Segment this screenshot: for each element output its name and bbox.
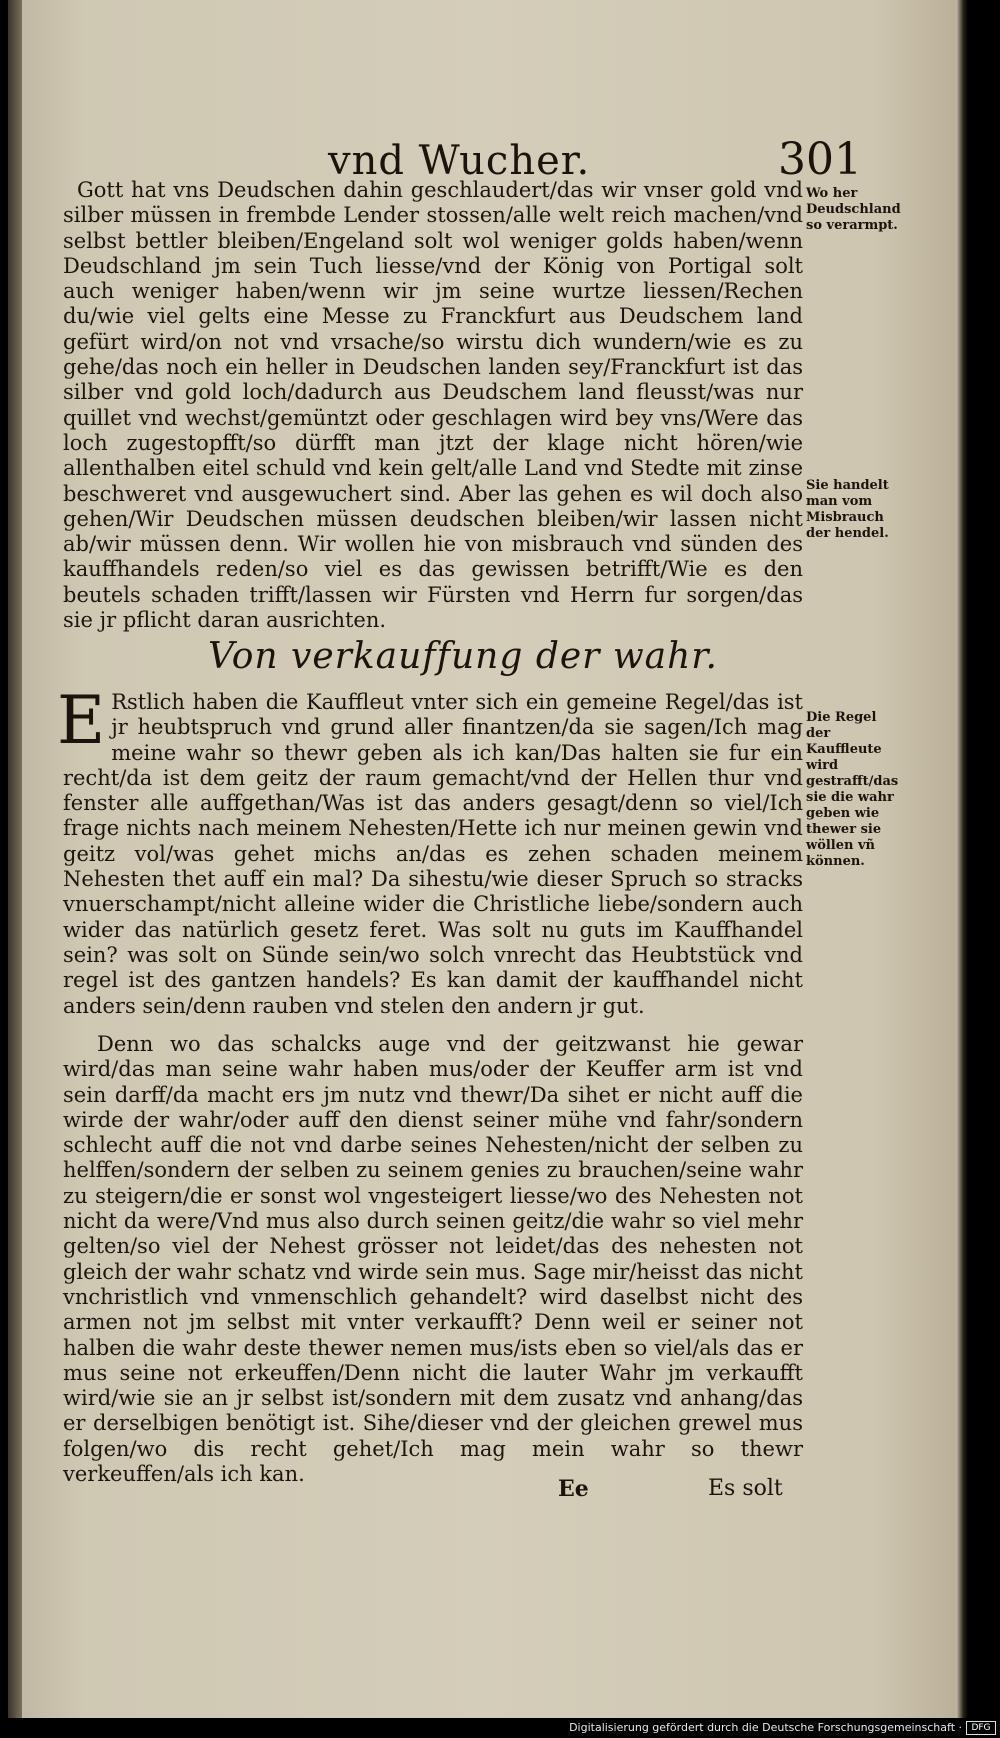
section-heading: Von verkauffung der wahr.: [208, 636, 718, 677]
catchword: Es solt: [708, 1476, 783, 1501]
book-page: [8, 0, 968, 1718]
signature-mark: Ee: [558, 1476, 589, 1502]
page-right-edge: [956, 0, 968, 1718]
funding-bar: [0, 1718, 1000, 1738]
paragraph-2-text: Rstlich haben die Kauffleut vnter sich ein gemeine Regel/das ist jr heubtspruch vnd grund aller finantzen/da sie sagen/Ich mag meine wahr so thewr geben als ich kan/Das halten sie fur ein recht/da ist dem geitz der raum gemacht/vnd der Hellen thur vnd fenster alle auffgethan/Was ist das anders gesagt/denn so viel/Ich frage nichts nach meinem Nehesten/Hette ich nur meinen gewin vnd geitz vol/was gehet michs an/das es zehen schaden meinem Nehesten thet auff ein mal? Da sihestu/wie dieser Spruch so stracks vnuerschampt/nicht alleine wider die Christliche liebe/sondern auch wider das natürlich gesetz feret. Was solt nu guts im Kauffhandel sein? was solt on Sünde sein/wo solch vnrecht das Heubtstück vnd regel ist des gantzen handels? Es kan damit der kauffhandel nicht anders sein/denn rauben vnd stelen den andern jr gut.: [63, 690, 803, 1018]
paragraph-2: [57, 682, 803, 1019]
page-number: 301: [778, 134, 862, 185]
paragraph-1: Gott hat vns Deudschen dahin geschlaudert/das wir vnser gold vnd silber müssen in frembde Lender stossen/alle welt reich machen/vnd selbst bettler bleiben/Engeland solt wol weniger golds haben/wenn Deudschland jm sein Tuch liesse/vnd der König von Portigal solt auch weniger haben/wenn wir jm seine wurtze liessen/Rechen du/wie viel gelts eine Messe zu Franckfurt aus Deudschem land gefürt wird/on not vnd vrsache/so wirstu dich wundern/wie es zu gehe/das noch ein heller in Deudschen landen sey/Franckfurt ist das silber vnd gold loch/dadurch aus Deudschem land fleusst/was nur quillet vnd wechst/gemüntzt oder geschlagen wird bey vns/Were das loch zugestopfft/so dürfft man jtzt der klage nicht hören/wie allenthalben eitel schuld vnd kein gelt/alle Land vnd Stedte mit zinse beschweret vnd ausgewuchert sind. Aber las gehen es wil doch also gehen/Wir Deudschen müssen deudschen bleiben/wir lassen nicht ab/wir müssen denn. Wir wollen hie von misbrauch vnd sünden des kauffhandels reden/so viel es das gewissen betrifft/Wie es den beutels schaden trifft/lassen wir Fürsten vnd Herrn fur sorgen/das sie jr pflicht daran ausrichten.: [63, 178, 803, 633]
paragraph-3: Denn wo das schalcks auge vnd der geitzwanst hie gewar wird/das man seine wahr haben mus/oder der Keuffer arm ist vnd sein darff/da macht ers jm nutz vnd thewr/Da sihet er nicht auff die wirde der wahr/oder auff den dienst seiner mühe vnd fahr/sondern schlecht auff die not vnd darbe seines Nehesten/nicht der selben zu helffen/sondern der selben zu seinem genies zu brauchen/seine wahr zu steigern/die er sonst wol vngesteigert liesse/wo des Nehesten not nicht da were/Vnd mus also durch seinen geitz/die wahr so viel mehr gelten/so viel der Nehest grösser not leidet/das des nehesten not gleich der wahr schatz vnd wirde sein mus. Sage mir/heisst das nicht vnchristlich vnd vnmenschlich gehandelt? wird daselbst nicht des armen not jm selbst mit vnter verkaufft? Denn weil er seiner not halben die wahr deste thewer nemen mus/ists eben so viel/als das er mus seine not erkeuffen/Denn nicht die lauter Wahr jm verkaufft wird/wie sie an jr selbst ist/sondern mit dem zusatz vnd anhang/das er derselbigen benötigt ist. Sihe/dieser vnd der gleichen grewel mus folgen/wo dis recht gehet/Ich mag mein wahr so thewr verkeuffen/als ich kan.: [63, 1032, 803, 1487]
page-footer: [8, 1476, 968, 1516]
funding-text: Digitalisierung gefördert durch die Deutsche Forschungsgemeinschaft ·: [569, 1721, 962, 1734]
margin-note-1: Wo her Deudschland so verarmpt.: [806, 186, 901, 233]
drop-cap: E: [57, 682, 106, 759]
running-title: vnd Wucher.: [328, 138, 591, 184]
dfg-logo-icon: DFG: [966, 1721, 996, 1735]
margin-note-3: Die Regel der Kauffleute wird gestrafft/das sie die wahr geben wie thewer sie wöllen vñ können.: [806, 710, 899, 869]
page-spine-shadow: [8, 0, 22, 1718]
margin-note-2: Sie handelt man vom Misbrauch der hendel.: [806, 478, 889, 541]
